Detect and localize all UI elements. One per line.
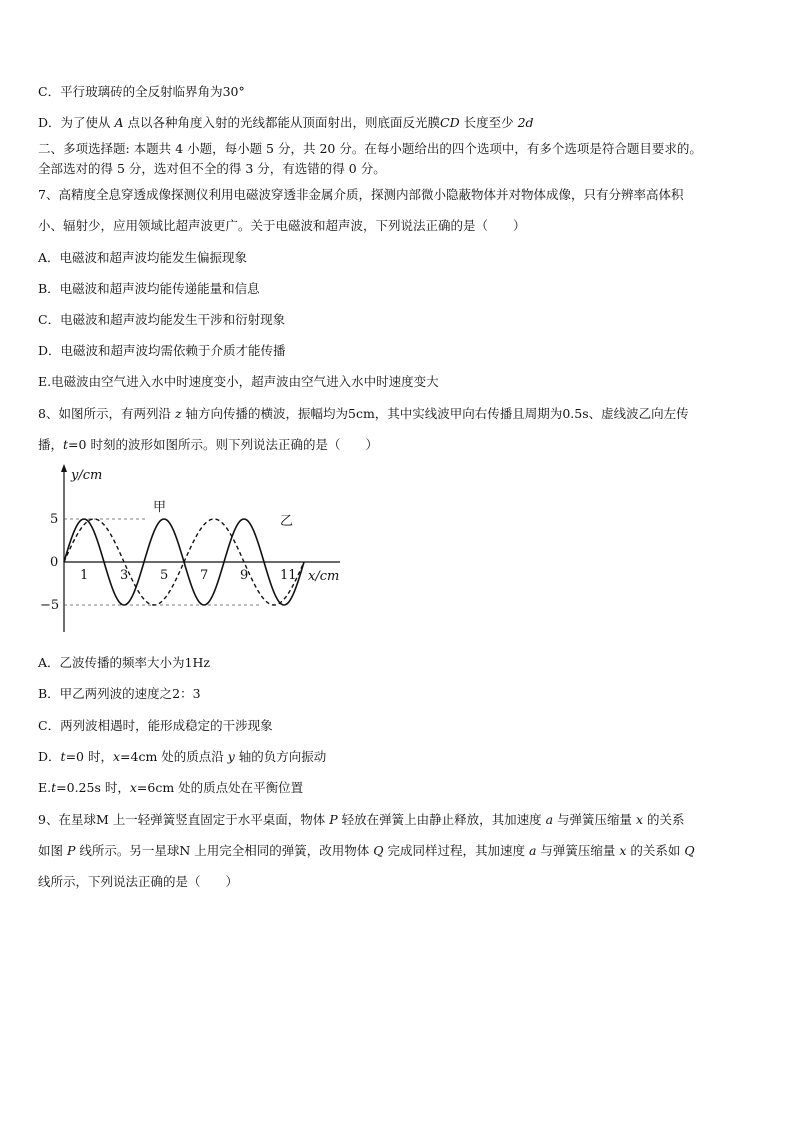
q9-stem-line3: 线所示，下列说法正确的是（ ） <box>38 874 239 889</box>
x-tick-label: 11 <box>280 568 297 583</box>
x-tick-label: 9 <box>240 568 249 583</box>
q8-stem-line2: 播，t=0 时刻的波形如图所示。则下列说法正确的是（ ） <box>38 437 378 452</box>
series-label-yi: 乙 <box>280 514 294 529</box>
q8-option-c: C．两列波相遇时，能形成稳定的干涉现象 <box>38 718 273 733</box>
x-tick-label: 7 <box>200 568 209 583</box>
wave-chart <box>40 462 360 638</box>
x-axis-label: x/cm <box>308 569 340 584</box>
q8-stem-line1: 8、如图所示，有两列沿 z 轴方向传播的横波，振幅均为5cm，其中实线波甲向右传播且周期为0.5s、虚线波乙向左传 <box>38 406 689 421</box>
y-tick-label: 0 <box>50 555 59 570</box>
y-axis-label: y/cm <box>71 468 103 483</box>
x-tick-label: 3 <box>120 568 129 583</box>
q7-stem-line1: 7、高精度全息穿透成像探测仪利用电磁波穿透非金属介质，探测内部微小隐蔽物体并对物体成像，只有分辨率高体积 <box>38 187 684 202</box>
q9-stem-line2: 如图 P 线所示。另一星球N 上用完全相同的弹簧，改用物体 Q 完成同样过程，其加速度 a 与弹簧压缩量 x 的关系如 Q <box>38 843 695 858</box>
q9-stem-line1: 9、在星球M 上一轻弹簧竖直固定于水平桌面，物体 P 轻放在弹簧上由静止释放，其加速度 a 与弹簧压缩量 x 的关系 <box>38 812 685 827</box>
x-tick-label: 1 <box>80 568 89 583</box>
y-tick-label: 5 <box>50 512 59 527</box>
q7-stem-line2: 小、辐射少，应用领域比超声波更广。关于电磁波和超声波，下列说法正确的是（ ） <box>38 218 526 233</box>
q6-option-d: D．为了使从 A 点以各种角度入射的光线都能从顶面射出，则底面反光膜CD 长度至少 2d <box>38 115 534 130</box>
q7-option-c: C．电磁波和超声波均能发生干涉和衍射现象 <box>38 312 286 327</box>
q8-option-a: A．乙波传播的频率大小为1Hz <box>38 655 210 670</box>
q7-option-e: E.电磁波由空气进入水中时速度变小，超声波由空气进入水中时速度变大 <box>38 374 439 389</box>
q6-option-c: C．平行玻璃砖的全反射临界角为30° <box>38 84 245 99</box>
section2-line1: 二、多项选择题: 本题共 4 小题，每小题 5 分，共 20 分。在每小题给出的四个选项中，有多个选项是符合题目要求的。 <box>38 141 702 156</box>
y-axis-arrow-icon <box>61 464 67 472</box>
x-tick-label: 5 <box>160 568 169 583</box>
q7-option-d: D．电磁波和超声波均需依赖于介质才能传播 <box>38 343 286 358</box>
y-tick-label: −5 <box>40 598 60 613</box>
q7-option-b: B．电磁波和超声波均能传递能量和信息 <box>38 281 260 296</box>
q8-option-e: E.t=0.25s 时，x=6cm 处的质点处在平衡位置 <box>38 780 304 795</box>
q8-option-d: D．t=0 时，x=4cm 处的质点沿 y 轴的负方向振动 <box>38 749 327 764</box>
series-label-jia: 甲 <box>153 500 167 515</box>
section2-line2: 全部选对的得 5 分，选对但不全的得 3 分，有选错的得 0 分。 <box>38 161 386 176</box>
q8-option-b: B．甲乙两列波的速度之2：3 <box>38 686 201 701</box>
q7-option-a: A．电磁波和超声波均能发生偏振现象 <box>38 250 248 265</box>
